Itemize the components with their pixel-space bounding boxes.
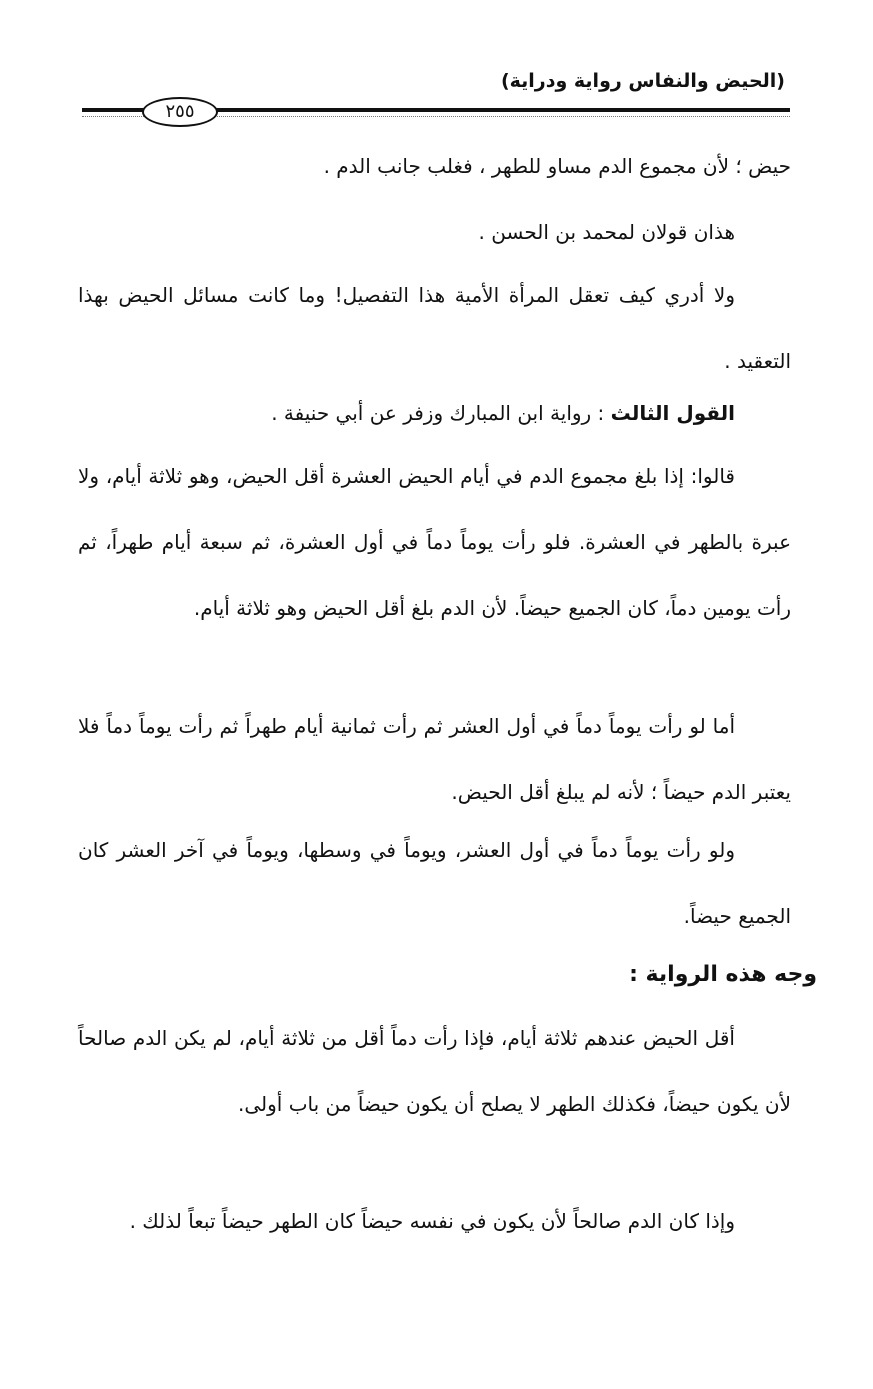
- paragraph-5: قالوا: إذا بلغ مجموع الدم في أيام الحيض العشرة أقل الحيض، وهو ثلاثة أيام، ولا عبرة بالطهر في العشرة. فلو رأت يوماً دماً في أول العشرة، ثم سبعة أيام طهراً، ثم رأت يومين دماً، كان الجميع حيضاً. لأن الدم بلغ أقل الحيض وهو ثلاثة أيام.: [78, 464, 791, 620]
- book-title: (الحيض والنفاس رواية ودراية): [500, 70, 785, 92]
- paragraph-7: ولو رأت يوماً دماً في أول العشر، ويوماً في وسطها، ويوماً في آخر العشر كان الجميع حيضاً.: [78, 838, 791, 928]
- page-number: ٢٥٥: [142, 97, 218, 127]
- paragraph-2: هذان قولان لمحمد بن الحسن .: [478, 220, 735, 244]
- paragraph-4-text: : رواية ابن المبارك وزفر عن أبي حنيفة .: [271, 401, 611, 425]
- paragraph-8: أقل الحيض عندهم ثلاثة أيام، فإذا رأت دماً أقل من ثلاثة أيام، لم يكن الدم صالحاً لأن يكون حيضاً، فكذلك الطهر لا يصلح أن يكون حيضاً من باب أولى.: [78, 1026, 791, 1116]
- section-label-third-opinion: القول الثالث: [610, 401, 735, 425]
- paragraph-4: [78, 380, 791, 446]
- paragraph-9: وإذا كان الدم صالحاً لأن يكون في نفسه حيضاً كان الطهر حيضاً تبعاً لذلك .: [129, 1209, 735, 1233]
- paragraph-3: ولا أدري كيف تعقل المرأة الأمية هذا التفصيل! وما كانت مسائل الحيض بهذا التعقيد .: [78, 283, 791, 373]
- paragraph-1: حيض ؛ لأن مجموع الدم مساو للطهر ، فغلب جانب الدم .: [323, 154, 791, 178]
- paragraph-6: أما لو رأت يوماً دماً في أول العشر ثم رأت ثمانية أيام طهراً ثم رأت يوماً دماً فلا يعتبر الدم حيضاً ؛ لأنه لم يبلغ أقل الحيض.: [78, 714, 791, 804]
- section-heading: وجه هذه الرواية :: [629, 962, 817, 987]
